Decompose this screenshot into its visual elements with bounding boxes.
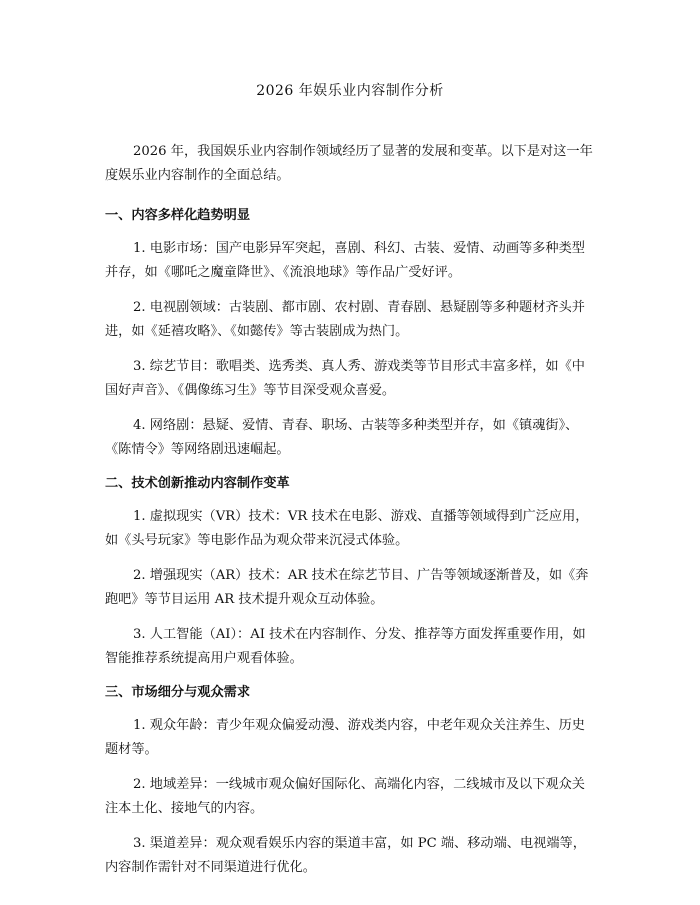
- section-tech-innovation: [105, 473, 593, 671]
- section-content-diversification: [105, 205, 593, 462]
- list-item: 2. 增强现实（AR）技术：AR 技术在综艺节目、广告等领域逐渐普及，如《奔跑吧》等节目运用 AR 技术提升观众互动体验。: [105, 568, 589, 607]
- list-item: 2. 电视剧领域：古装剧、都市剧、农村剧、青春剧、悬疑剧等多种题材齐头并进，如《延禧攻略》、《如懿传》等古装剧成为热门。: [105, 300, 585, 339]
- section-market-segmentation: [105, 682, 593, 880]
- list-item: 1. 电影市场：国产电影异军突起，喜剧、科幻、古装、爱情、动画等多种类型并存，如《哪吒之魔童降世》、《流浪地球》等作品广受好评。: [105, 241, 585, 280]
- list-item: 3. 渠道差异：观众观看娱乐内容的渠道丰富，如 PC 端、移动端、电视端等，内容制作需针对不同渠道进行优化。: [105, 836, 586, 875]
- list-item: 3. 综艺节目：歌唱类、选秀类、真人秀、游戏类等节目形式丰富多样，如《中国好声音》、《偶像练习生》等节目深受观众喜爱。: [105, 359, 585, 398]
- section-heading: 二、技术创新推动内容制作变革: [105, 476, 290, 491]
- list-item: 3. 人工智能（AI）：AI 技术在内容制作、分发、推荐等方面发挥重要作用，如智能推荐系统提高用户观看体验。: [105, 627, 586, 666]
- list-item: 2. 地域差异：一线城市观众偏好国际化、高端化内容，二线城市及以下观众关注本土化、接地气的内容。: [105, 777, 585, 816]
- section-heading: 一、内容多样化趋势明显: [105, 208, 251, 223]
- list-item: 1. 观众年龄：青少年观众偏爱动漫、游戏类内容，中老年观众关注养生、历史题材等。: [105, 718, 585, 757]
- list-item: 4. 网络剧：悬疑、爱情、青春、职场、古装等多种类型并存，如《镇魂街》、《陈情令》等网络剧迅速崛起。: [105, 418, 579, 457]
- section-heading: 三、市场细分与观众需求: [105, 685, 251, 700]
- document-body: [105, 140, 593, 891]
- list-item: 1. 虚拟现实（VR）技术：VR 技术在电影、游戏、直播等领域得到广泛应用，如《头号玩家》等电影作品为观众带来沉浸式体验。: [105, 509, 589, 548]
- intro-paragraph: 2026 年，我国娱乐业内容制作领域经历了显著的发展和变革。以下是对这一年度娱乐业内容制作的全面总结。: [105, 144, 593, 183]
- document-title: 2026 年娱乐业内容制作分析: [256, 83, 444, 99]
